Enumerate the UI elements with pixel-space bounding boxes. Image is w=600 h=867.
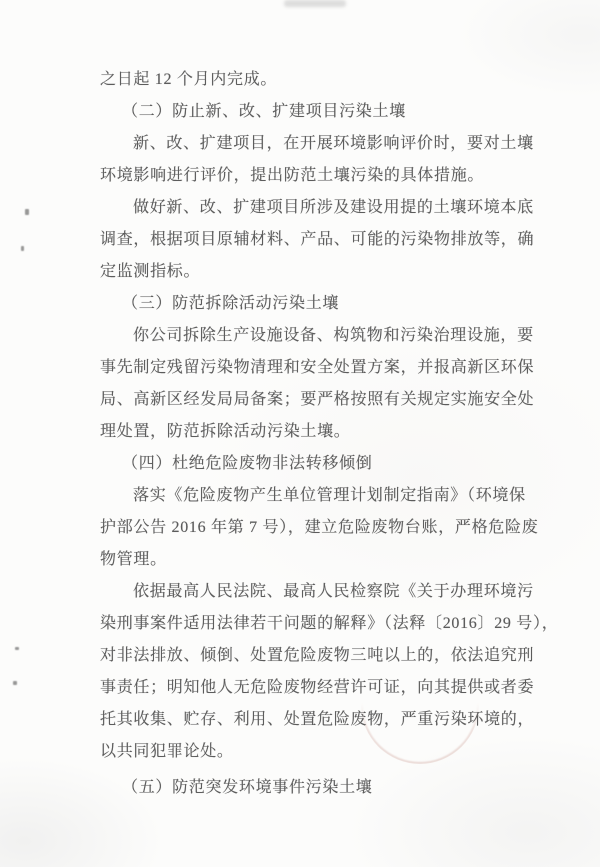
text-line: 局、高新区经发局局备案；要严格按照有关规定实施安全处 [100, 391, 535, 408]
text-line: 托其收集、贮存、利用、处置危险废物，严重污染环境的， [100, 711, 535, 728]
text-line: 依据最高人民法院、最高人民检察院《关于办理环境污 [133, 583, 534, 600]
text-line: 做好新、改、扩建项目所涉及建设用提的土壤环境本底 [133, 199, 534, 216]
text-line: 环境影响进行评价，提出防范土壤污染的具体措施。 [100, 167, 485, 184]
text-line: 事先制定残留污染物清理和安全处置方案，并报高新区环保 [100, 359, 535, 376]
text-line: 以共同犯罪论处。 [100, 743, 234, 760]
text-line: 染刑事案件适用法律若干问题的解释》（法释〔2016〕29 号）， [100, 615, 559, 632]
text-line: 调查，根据项目原辅材料、产品、可能的污染物排放等，确 [100, 231, 535, 248]
scan-speck [21, 246, 24, 251]
text-line: 对非法排放、倾倒、处置危险废物三吨以上的，依法追究刑 [100, 647, 535, 664]
text-line: 落实《危险废物产生单位管理计划制定指南》（环境保 [133, 487, 526, 504]
text-line: 护部公告 2016 年第 7 号），建立危险废物台账，严格危险废 [100, 519, 539, 536]
text-line: 新、改、扩建项目，在开展环境影响评价时，要对土壤 [133, 135, 534, 152]
scan-speck [25, 209, 29, 215]
section-heading: （五）防范突发环境事件污染土壤 [122, 779, 373, 796]
section-heading: （三）防范拆除活动污染土壤 [122, 295, 340, 312]
text-line: 物管理。 [100, 551, 167, 568]
scan-speck [13, 681, 17, 685]
text-line: 事责任；明知他人无危险废物经营许可证，向其提供或者委 [100, 679, 535, 696]
text-line: 你公司拆除生产设施设备、构筑物和污染治理设施，要 [133, 327, 534, 344]
text-line: 之日起 12 个月内完成。 [100, 71, 278, 88]
ink-smudge-artifact [284, 0, 346, 7]
section-heading: （四）杜绝危险废物非法转移倾倒 [122, 455, 373, 472]
scan-speck [15, 647, 19, 650]
document-body [100, 64, 559, 804]
section-heading: （二）防止新、改、扩建项目污染土壤 [122, 103, 406, 120]
text-line: 定监测指标。 [100, 263, 201, 280]
text-line: 理处置，防范拆除活动污染土壤。 [100, 423, 351, 440]
